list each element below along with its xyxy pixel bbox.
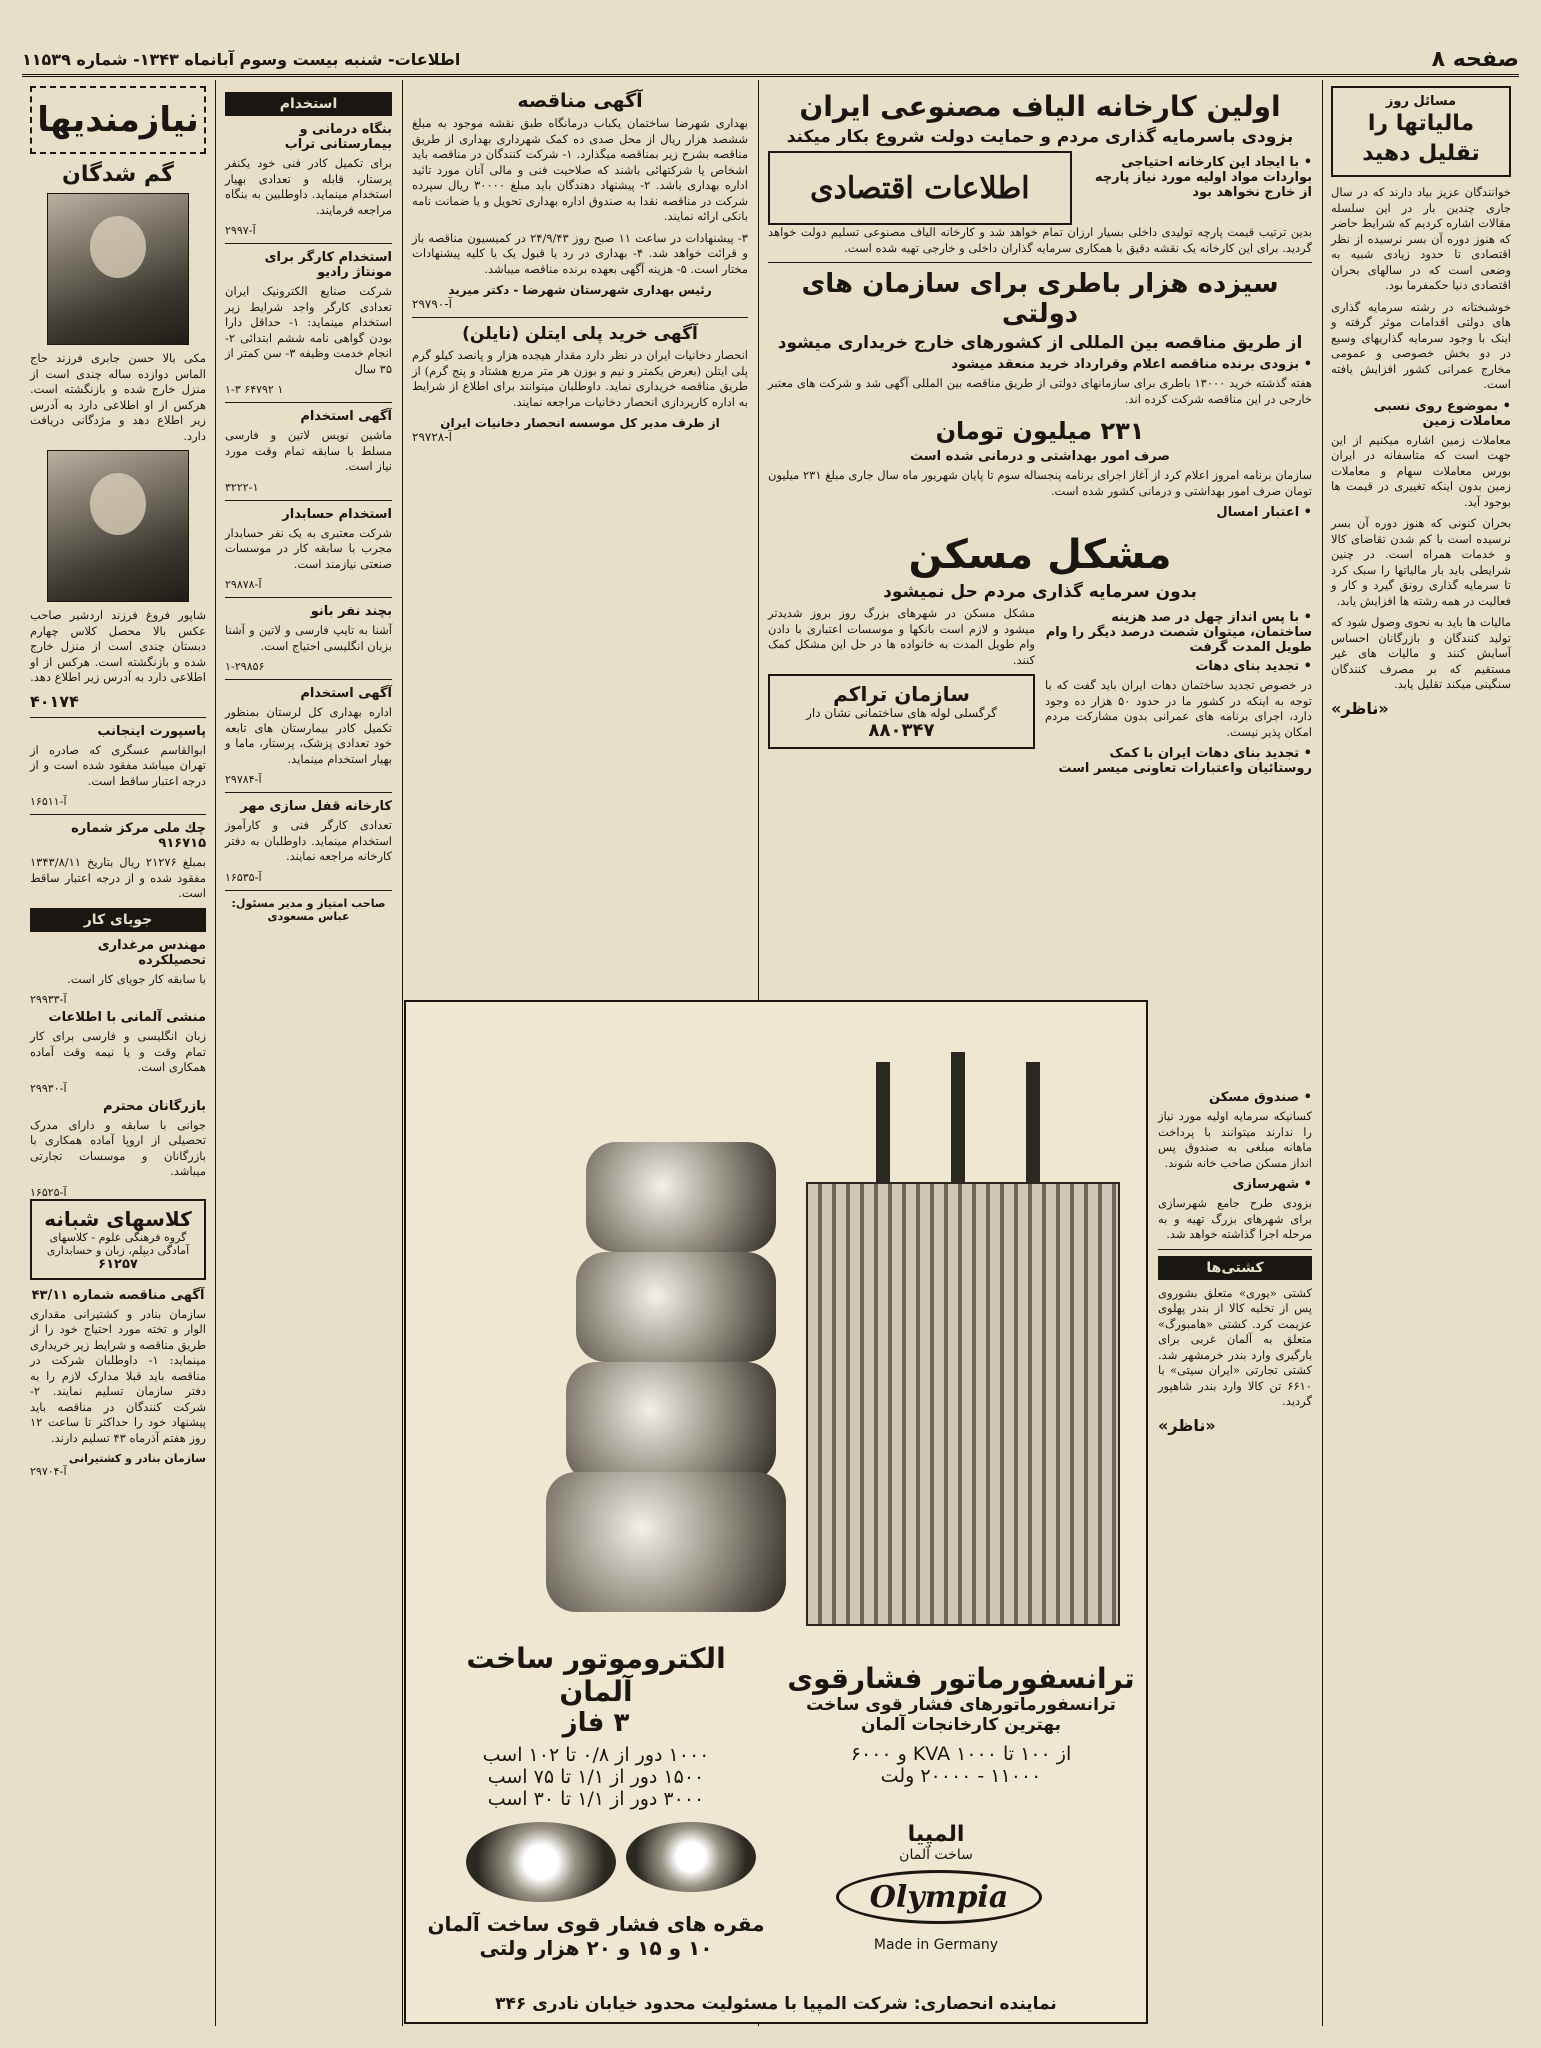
column-rule [215, 80, 216, 2026]
classified-title: بچند نفر بانو [310, 604, 392, 619]
olympia-logo [806, 1822, 1066, 1932]
housing-bullet: • صندوق مسکن [1209, 1090, 1312, 1105]
job-body: جوانی با سابقه و دارای مدرک تحصیلی از اروپا آماده همکاری با بازرگانان و موسسات تجارتی میباشد. [30, 1117, 206, 1178]
org-ad-box [768, 674, 1035, 749]
tender-signature: رئیس بهداری شهرستان شهرضا - دکتر میرید [448, 283, 712, 297]
motor-title: الکتروموتور ساخت آلمان [466, 1642, 726, 1708]
olympia-advertisement [404, 1000, 1148, 2024]
column-tender [404, 80, 756, 730]
transformer-title: ترانسفورماتور فشارقوی [787, 1662, 1135, 1695]
insulator-range: ۱۰ و ۱۵ و ۲۰ هزار ولتی [479, 1936, 713, 1960]
insulator-title: مقره های فشار قوی ساخت آلمان [427, 1912, 765, 1936]
tender-code: آ-۲۹۷۹۰ [412, 297, 452, 311]
nylon-title: آگهی خرید پلی ایتلن (نایلن) [462, 324, 698, 344]
issue-date-line: اطلاعات- شنبه بیست وسوم آبانماه ۱۳۴۳- شماره ۱۱۵۳۹ [22, 49, 461, 69]
classified-body: شرکت معتبری به یک نفر حسابدار مجرب با سابقه کار در موسسات صنعتی نیازمند است. [225, 525, 392, 571]
transformer-bushing [951, 1052, 965, 1182]
housing-bullet: • شهرسازی [1232, 1177, 1312, 1192]
cheque-title: چك ملی مرکز شماره ۹۱۶۷۱۵ [71, 821, 206, 851]
tender-body: ۳- پیشنهادات در ساعت ۱۱ صبح روز ۲۴/۹/۴۳ در کمیسیون مناقصه باز و قرائت خواهد شد. ۴- بهداری در رد یا قبول یک یا کلیه پیشنهادات مختار است. ۵- هزینه آگهی بعهده برنده مناقصه میباشد. [412, 230, 748, 276]
motor-rpm-line: ۱۵۰۰ دور از ۱/۱ تا ۷۵ اسب [487, 1766, 705, 1788]
housing-body: کسانیکه سرمایه اولیه مورد نیاز را ندارند میتوانند با پرداخت ماهانه مبلغی به صندوق پس انداز مسکن صاحب خانه شوند. [1158, 1109, 1312, 1170]
classified-code: ۳۲۲۲-۱ [225, 480, 259, 494]
motor-rpm-line: ۳۰۰۰ دور از ۱/۱ تا ۳۰ اسب [487, 1788, 705, 1810]
passport-body: ابوالقاسم عسگری که صادره از تهران میباشد مفقود شده است و از درجه اعتبار ساقط است. [30, 742, 206, 788]
passport-code: آ-۱۶۵۱۱ [30, 795, 67, 808]
economy-section-logo: اطلاعات اقتصادی [768, 151, 1072, 225]
page-header [22, 44, 1519, 77]
classified-code: ۱-۲۹۸۵۶ [225, 660, 265, 673]
ships-body: کشتی «یوری» متعلق بشوروی پس از تخلیه کالا از بندر پهلوی عزیمت کرد. کشتی «هامبورگ» متعلق به آلمان غربی برای بارگیری وارد بندر خرمشهر شد. کشتی تجارتی «ایران سیتی» با ۶۶۱۰ تن کالا وارد بندر شاهپور گردید. [1158, 1285, 1312, 1408]
night-classes-body: گروه فرهنگی علوم - کلاسهای آمادگی دیپلم، زبان و حسابداری [46, 1230, 190, 1257]
classified-item [225, 122, 392, 237]
made-in-germany: Made in Germany [873, 1937, 999, 1953]
org-ad-line: گرگسلی لوله های ساختمانی نشان دار [806, 706, 997, 720]
fibre-body: بدین ترتیب قیمت پارچه تولیدی داخلی بسیار ارزان تمام خواهد شد و کارخانه الیاف مصنوعی تسلیم دولت خواهد گردید. برای این کارخانه یک نقشه دقیق با همکاری سرمایه گذاران داخلی و خارجی تهیه شده است. [768, 225, 1312, 255]
budget-subhead: صرف امور بهداشتی و درمانی شده است [910, 449, 1170, 464]
budget-bullet: • اعتبار امسال [1216, 505, 1312, 520]
motor-rpm-line: ۱۰۰۰ دور از ۰/۸ تا ۱۰۲ اسب [482, 1744, 710, 1766]
night-classes-title: کلاسهای شبانه [44, 1206, 192, 1231]
port-tender-code: آ-۲۹۷۰۴ [30, 1465, 67, 1478]
motor-phase: ۳ فاز [562, 1708, 630, 1738]
port-tender-signature: سازمان بنادر و کشتیرانی [68, 1452, 206, 1465]
column-editorial [1323, 80, 1519, 2026]
batteries-bullet: • بزودی برنده مناقصه اعلام وقرارداد خرید منعقد میشود [951, 357, 1312, 372]
housing-bullet: • تجدید بنای دهات [1195, 659, 1312, 674]
org-ad-title: سازمان تراکم [833, 682, 970, 706]
lost-child-photo [47, 450, 189, 602]
nylon-signature: از طرف مدیر کل موسسه انحصار دخانیات ایران [440, 416, 720, 430]
electric-motor-image [546, 1472, 786, 1612]
org-ad-phone: ۸۸۰۳۴۷ [868, 720, 935, 741]
column-housing-continued [1150, 1080, 1320, 2026]
editorial-paragraph: معاملات زمین اشاره میکنیم از این جهت است که متاسفانه در ایران بورس معاملات سهام و معاملات زمین بدون اینکه تغییری در قیمت ها بوجود آید. [1331, 432, 1511, 509]
budget-article [768, 413, 1312, 524]
transformer-spec-block [786, 1662, 1136, 1787]
transformer-image [806, 1182, 1120, 1626]
lost-notice: شاپور فروغ فرزند اردشیر صاحب عکس بالا محصل کلاس چهارم دبستان چندی است از منزل خارج شده و بازنگشته است. هرکس از او اطلاعی دارد به آدرس زیر اطلاع دهد. [30, 608, 206, 684]
classified-code: آ-۲۹۷۸۴ [225, 773, 262, 786]
column-economy [760, 80, 1320, 1080]
editorial-signature: «ناظر» [1331, 698, 1389, 718]
batteries-subhead: از طریق مناقصه بین المللی از کشورهای خارج خریداری میشود [777, 333, 1303, 353]
column-classified-left [22, 80, 214, 2026]
motor-spec-block [426, 1642, 766, 1810]
transformer-volt: ۱۱۰۰۰ - ۲۰۰۰۰ ولت [880, 1765, 1042, 1787]
classified-item [225, 250, 392, 396]
classified-title: استخدام حسابدار [282, 506, 392, 522]
lost-phone: ۴۰۱۷۴ [30, 691, 79, 711]
transformer-subtitle: ترانسفورماتورهای فشار قوی ساخت بهترین کارخانجات آلمان [806, 1695, 1116, 1735]
column-classifieds [217, 80, 400, 2026]
fibre-headline: اولین کارخانه الیاف مصنوعی ایران [799, 90, 1281, 123]
classified-code: آ-۲۹۸۷۸ [225, 578, 262, 591]
editorial-title-box [1331, 86, 1511, 177]
classified-item [225, 799, 392, 884]
passport-title: پاسپورت اینجانب [97, 723, 206, 739]
transformer-kva: از ۱۰۰ تا ۱۰۰۰ KVA و ۶۰۰۰ [850, 1743, 1072, 1765]
classifieds-header: استخدام [225, 92, 392, 116]
fibre-subhead: بزودی باسرمایه گذاری مردم و حمایت دولت شروع بکار میکند [786, 127, 1294, 147]
electric-motor-image [566, 1362, 776, 1482]
housing-bullet: • تجدید بنای دهات ایران با کمک روستائیان واعتبارات تعاونی میسر است [1058, 746, 1312, 776]
classified-item [225, 409, 392, 494]
olympia-brand-latin: Olympia [836, 1870, 1042, 1924]
batteries-headline: سیزده هزار باطری برای سازمان های دولتی [801, 269, 1279, 329]
electric-motor-image [586, 1142, 776, 1252]
classified-body: ماشین نویس لاتین و فارسی مسلط با سابقه تمام وقت مورد نیاز است. [225, 428, 392, 473]
classified-body: آشنا به تایپ فارسی و لاتین و آشنا بزبان انگلیسی احتیاج است. [225, 623, 392, 653]
cheque-body: بمبلغ ۲۱۲۷۶ ریال بتاریخ ۱۳۴۳/۸/۱۱ مفقود شده و از درجه اعتبار ساقط است. [30, 855, 207, 900]
insulator-image [466, 1822, 616, 1902]
classified-code: آ-۱۶۵۳۵ [225, 870, 262, 884]
tender-title: آگهی مناقصه [517, 90, 643, 112]
nylon-code: آ-۲۹۷۲۸ [412, 430, 452, 444]
housing-body: مشکل مسکن در شهرهای بزرگ روز بروز شدیدتر میشود و لازم است بانکها و موسسات اعتباری با دادن وام طویل المدت به خانواده ها در حل این مشکل کمک کنند. [768, 606, 1035, 667]
classified-body: اداره بهداری کل لرستان بمنظور تکمیل کادر بیمارستان های تابعه خود تعدادی پزشک، پرستار، ماما و بهیار استخدام مینماید. [225, 705, 392, 766]
port-tender-body: سازمان بنادر و کشتیرانی مقداری الوار و تخته مورد احتیاج خود را از طریق مناقصه و شرایط زیر خریداری مینماید: ۱- داوطلبان شرکت در مناقصه باید قبلا مدارک لازم را به دفتر سازمان تسلیم نمایند. ۲- شرکت کنندگان در مناقصه باید پیشنهاد خود را حداکثر تا ساعت ۱۲ روز هفتم آذرماه ۴۳ تسلیم دارند. [30, 1306, 206, 1445]
ships-signature: «ناظر» [1158, 1415, 1216, 1435]
job-title: بازرگانان محترم [103, 1098, 206, 1114]
transformer-bushing [1026, 1062, 1040, 1182]
night-classes-ad [30, 1199, 206, 1280]
budget-body: سازمان برنامه امروز اعلام کرد از آغاز اجرای برنامه پنجساله سوم تا پایان شهریور ماه سال جاری مبلغ ۲۳۱ میلیون تومان صرف امور بهداشتی و درمانی کشور شده است. [768, 468, 1312, 498]
lost-notice: مکی بالا حسن جابری فرزند حاج الماس دوازده ساله چندی است از منزل خارج شده و بازنگشته است. هرکس از او اطلاعی دارد به آدرس زیر اطلاع دهد و مژدگانی دریافت دارد. [30, 351, 206, 443]
jobs-header: جویای کار [30, 908, 206, 932]
classified-item [225, 507, 392, 592]
classified-body: تعدادی کارگر فنی و کارآموز استخدام مینماید. داوطلبان به دفتر کارخانه مراجعه نمایند. [225, 818, 392, 863]
editorial-paragraph: خوشبختانه در رشته سرمایه گذاری های دولتی اقدامات موثر گرفته و اینک با وجود سرمایه گذاریهای وسیع در دو بخش خصوصی و عمومی مخارج عمرانی کشور افزایش یافته است. [1331, 299, 1511, 391]
olympia-brand-fa: المپیا [907, 1822, 965, 1847]
housing-bullet: • با پس انداز چهل در صد هزینه ساختمان، میتوان شصت درصد دیگر را وام طویل المدت گرفت [1045, 610, 1312, 655]
editorial-paragraph: خوانندگان عزیز بیاد دارند که در سال جاری چندین بار در این سلسله مقالات اشاره کردیم که شرایط حاضر که هنوز دوره آن بسر نرسیده از نظر اقتصادی تا حدود زیادی شبیه به وضعی است که در سالهای بحران اقتصادی دنیا حکمفرما بود. [1331, 185, 1511, 292]
editorial-title: مالیاتها را تقلیل دهید [1362, 111, 1480, 166]
classified-code: آ-۲۹۹۷ [225, 224, 256, 237]
olympia-agent-line: نماینده انحصاری: شرکت المپیا با مسئولیت محدود خیابان نادری ۳۴۶ [495, 1994, 1057, 2014]
olympia-brand-fa-sub: ساخت آلمان [899, 1847, 973, 1863]
editorial-paragraph: مالیات ها باید به نحوی وصول شود که تولید کنندگان و بازرگانان احساس آسایش کنند و مالیات های غیر مستقیم که بر مصرف کنندگان سنگینی میکند تقلیل یابد. [1331, 615, 1511, 691]
lost-child-photo [47, 193, 189, 345]
budget-headline: ۲۳۱ میلیون تومان [935, 417, 1145, 445]
classified-title: آگهی استخدام [300, 686, 392, 701]
fibre-bullet: • با ایجاد این کارخانه احتیاجی بواردات مواد اولیه مورد نیاز پارچه از خارج نخواهد بود [1094, 155, 1312, 200]
job-title: منشی آلمانی با اطلاعات [48, 1010, 206, 1025]
tender-body: بهداری شهرضا ساختمان یکباب درمانگاه طبق نقشه موجود به مبلغ ششصد هزار ریال از محل صدی ده کمک شهرداری بهداری از طریق مناقصه بشرح زیر بمناقصه میگذارد. ۱- شرکت کنندگان در مناقصه باید اشخاص یا شرکتهائی باشند که صلاحیت فنی و مالی آنان مورد تائید اداره بهداری باشد. ۲- پیشنهاد دهندگان باید مبلغ ۳۰۰۰۰ ریال سپرده شرکت در مناقصه نقدا به صندوق اداره بهداری تحویل و یا ضمانت نامه بانکی ارائه نمایند. [412, 116, 748, 223]
batteries-body: هفته گذشته خرید ۱۳۰۰۰ باطری برای سازمانهای دولتی از طریق مناقصه بین المللی آگهی شد و شرکت های معتبر خارجی در این مناقصه شرکت کرده اند. [768, 376, 1312, 406]
classifieds-masthead: نیازمندیها [30, 86, 206, 154]
insulator-spec-block [426, 1912, 766, 1960]
publisher-line: صاحب امتیاز و مدیر مسئول: عباس مسعودی [231, 896, 386, 923]
editorial-kicker: مسائل روز [1385, 94, 1457, 109]
job-body: با سابقه کار جویای کار است. [67, 971, 206, 986]
page-number: صفحه ۸ [1431, 46, 1519, 72]
classified-title: آگهی استخدام [300, 409, 392, 424]
night-classes-phone: ۶۱۲۵۷ [98, 1256, 138, 1272]
editorial-subhead: • بموضوع روی نسبی معاملات زمین [1373, 398, 1511, 429]
classified-title: استخدام کارگر برای مونتاژ رادیو [264, 250, 392, 280]
lost-header: گم شدگان [62, 162, 174, 187]
classified-title: کارخانه قفل سازی مهر [240, 799, 392, 814]
nylon-body: انحصار دخانیات ایران در نظر دارد مقدار هیجده هزار و پانصد کیلو گرم پلی ایتلن (بعرض یکمتر و نیم و بوزن هر متر مربع هشتاد و پنج گرم) از طریق مناقصه خریداری نماید. داوطلبان میتوانند برای اطلاع از شرایط به اداره کارپردازی انحصار دخانیات مراجعه نمایند. [412, 348, 748, 409]
housing-body: در خصوص تجدید ساختمان دهات ایران باید گفت که با توجه به اینکه در کشور ما در حدود ۵۰ هزار ده وجود دارد، اجرای برنامه های عمرانی بدون مشارکت مردم امکان پذیر نیست. [1045, 678, 1312, 739]
editorial-paragraph: بحران کنونی که هنوز دوره آن بسر نرسیده است با کم شدن تقاضای کالا و خدمات همراه است. در چنین شرایطی باید بار مالیاتها را سبک کرد تا سرمایه گذاری رونق گیرد و کار و فعالیت در همه رشته ها افزایش یابد. [1331, 516, 1511, 608]
job-body: زبان انگلیسی و فارسی برای کار تمام وقت و یا نیمه وقت آماده همکاری است. [30, 1029, 206, 1074]
insulator-image [626, 1822, 756, 1892]
port-tender-title: آگهی مناقصه شماره ۴۳/۱۱ [31, 1287, 205, 1303]
classified-code: ۱ ۶۴۷۹۲ ۱-۳ [225, 383, 284, 396]
job-code: آ-۲۹۹۳۳ [30, 993, 67, 1006]
housing-body: بزودی طرح جامع شهرسازی برای شهرهای بزرگ تهیه و به مرحله اجرا گذاشته خواهد شد. [1158, 1196, 1312, 1241]
classified-item [225, 604, 392, 673]
classified-title: بنگاه درمانی و بیمارستانی تراب [284, 122, 392, 152]
classified-item [225, 686, 392, 786]
housing-subhead: بدون سرمایه گذاری مردم حل نمیشود [883, 582, 1197, 602]
job-title: مهندس مرغداری تحصیلکرده [97, 937, 206, 968]
job-code: آ-۱۶۵۲۵ [30, 1185, 67, 1199]
classified-body: برای تکمیل کادر فنی خود یکنفر پرستار، قابله و تعدادی بهیار استخدام مینماید. داوطلبین به بنگاه مراجعه فرمایند. [225, 156, 392, 217]
housing-headline: مشکل مسکن [908, 532, 1172, 578]
classified-body: شرکت صنایع الکترونیک ایران تعدادی کارگر واجد شرایط زیر استخدام مینماید: ۱- حداقل دارا بودن گواهی نامه ششم ابتدائی ۲- انجام خدمت وظیفه ۳- سن کمتر از ۳۵ سال [225, 284, 392, 376]
ships-title: کشتی‌ها [1158, 1256, 1312, 1280]
transformer-bushing [876, 1062, 890, 1182]
job-code: آ-۲۹۹۳۰ [30, 1081, 67, 1095]
column-rule [402, 80, 403, 2026]
electric-motor-image [576, 1252, 776, 1362]
